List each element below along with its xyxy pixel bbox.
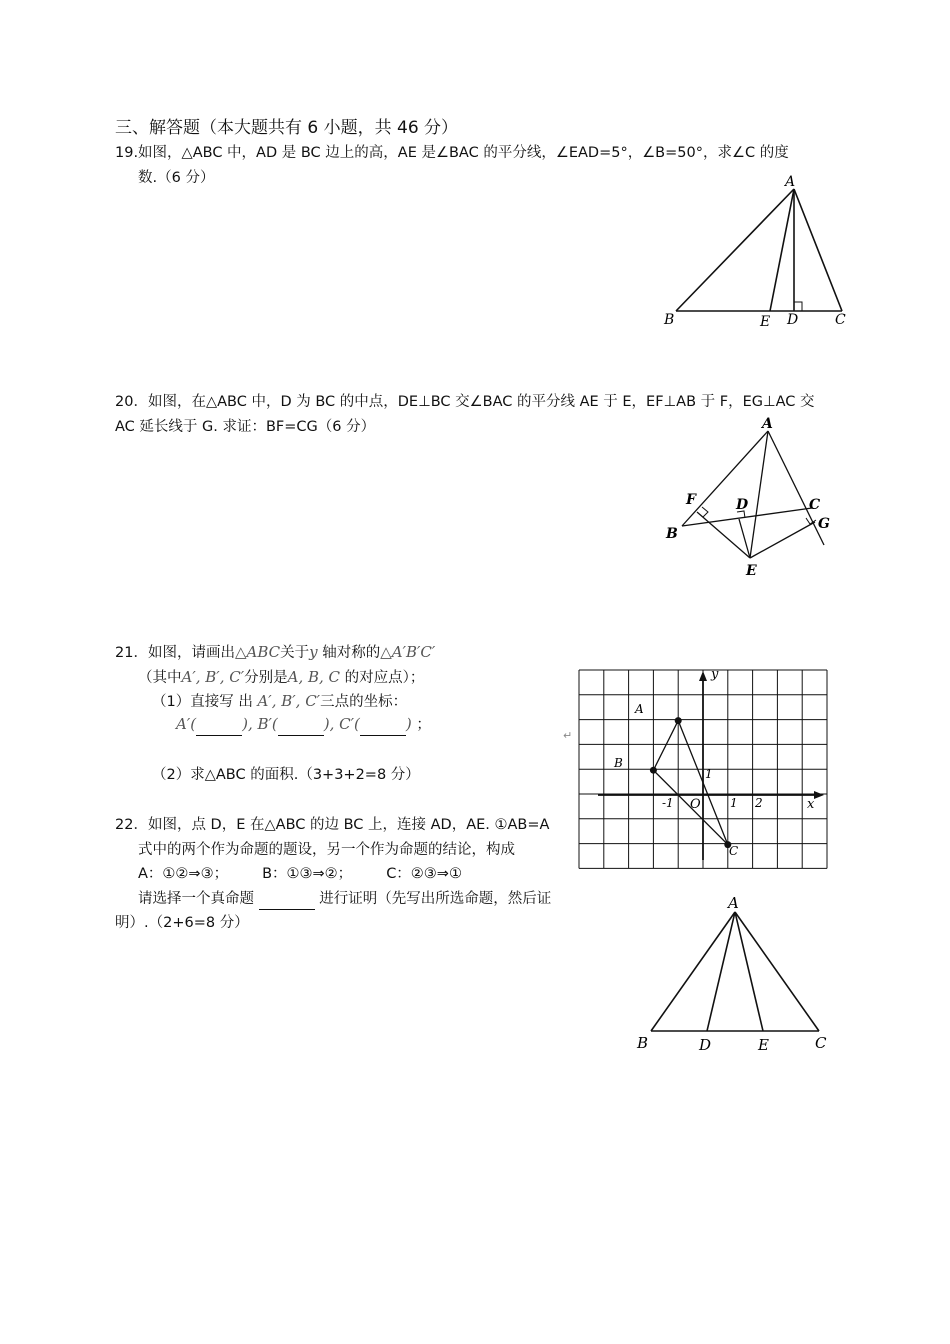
q21-line5: （2）求△ABC 的面积.（3+3+2=8 分） <box>152 767 420 783</box>
q19-label-b: B <box>664 312 675 328</box>
q20-label-d: D <box>736 497 749 513</box>
q22-label-c: C <box>815 1034 827 1052</box>
q22-line5: 明）.（2+6=8 分） <box>115 915 249 931</box>
grid-label-1y: 1 <box>705 767 713 781</box>
q22-option-b: B：①③⇒②； <box>262 866 353 882</box>
q21-triangle-image: △A′B′C′ <box>380 643 436 661</box>
q22-line1: 22．如图，点 D，E 在△ABC 的边 BC 上，连接 AD，AE. ①AB=A <box>115 817 550 833</box>
q22-option-a: A：①②⇒③； <box>138 866 229 882</box>
q19-label-d: D <box>787 312 799 328</box>
q20-line2: AC 延长线于 G. 求证：BF=CG（6 分） <box>115 419 376 435</box>
q21-line1: 21．如图，请画出△ABC关于y 轴对称的△A′B′C′ <box>115 643 436 661</box>
q21-line3: （1）直接写 出 A′, B′, C′三点的坐标： <box>152 692 408 710</box>
q22-label-a: A <box>728 894 739 912</box>
q22-option-c: C：②③⇒① <box>386 866 462 882</box>
q22-line2: 式中的两个作为命题的题设，另一个作为命题的结论，构成 <box>138 842 515 858</box>
grid-label-b: B <box>614 756 623 770</box>
grid-label-2x: 2 <box>755 796 763 810</box>
grid-label-neg1: -1 <box>662 796 674 810</box>
q20-label-c: C <box>809 497 821 513</box>
grid-label-a: A <box>635 702 644 716</box>
q21-return-mark: ↵ <box>563 729 573 742</box>
q19-label-e: E <box>760 314 771 330</box>
q22-label-d: D <box>699 1036 712 1054</box>
q21-y-axis: y <box>309 643 318 661</box>
q19-line2: 数.（6 分） <box>138 170 215 186</box>
q22-label-e: E <box>758 1036 769 1054</box>
q21-answer-blanks[interactable]: A′( ), B′( ), C′( ) ； <box>176 714 431 736</box>
q20-label-f: F <box>686 492 696 508</box>
q19-label-a: A <box>785 174 796 190</box>
q20-label-g: G <box>818 516 830 532</box>
q20-line1: 20．如图，在△ABC 中，D 为 BC 的中点，DE⊥BC 交∠BAC 的平分线 AE 于 E，EF⊥AB 于 F，EG⊥AC 交 <box>115 394 815 410</box>
q19-label-c: C <box>835 312 846 328</box>
grid-label-y: y <box>711 667 719 682</box>
section-title: 三、解答题（本大题共有 6 小题，共 46 分） <box>115 118 459 138</box>
q21-line2: （其中A′, B′, C′分别是A, B, C 的对应点）； <box>138 668 425 686</box>
q20-label-a: A <box>762 416 773 432</box>
grid-label-c: C <box>729 844 739 858</box>
q19-line1: 19.如图，△ABC 中，AD 是 BC 边上的高，AE 是∠BAC 的平分线，∠EAD=5°，∠B=50°，求∠C 的度 <box>115 145 789 161</box>
q22-label-b: B <box>637 1034 649 1052</box>
grid-label-1x: 1 <box>730 796 738 810</box>
q20-label-e: E <box>746 563 757 579</box>
grid-label-origin: O <box>690 797 701 812</box>
grid-label-x: x <box>807 797 815 812</box>
q21-triangle-abc: △ABC <box>234 643 281 661</box>
q20-label-b: B <box>666 526 678 542</box>
q22-line4: 请选择一个真命题 进行证明（先写出所选命题，然后证 <box>138 889 551 910</box>
